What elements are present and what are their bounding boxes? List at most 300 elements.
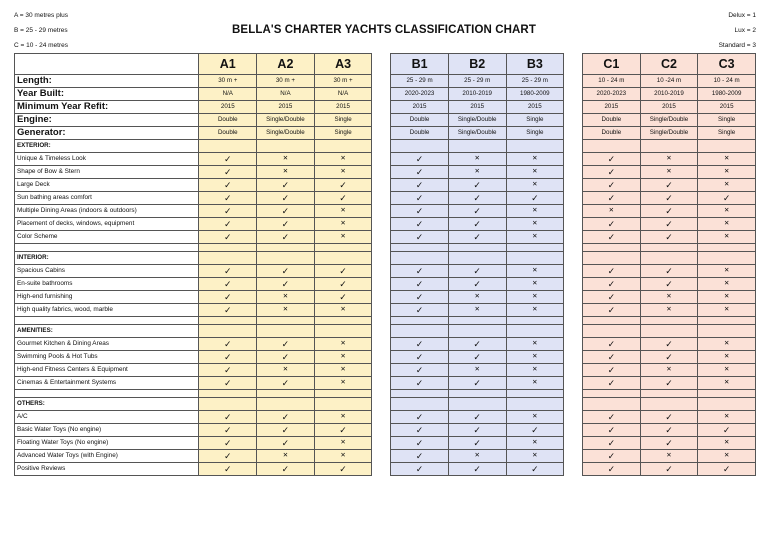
group-gap <box>372 166 391 179</box>
group-gap <box>564 325 583 338</box>
cross-mark-icon: ✕ <box>698 153 756 166</box>
check-mark-icon: ✓ <box>391 218 449 231</box>
feature-label: Placement of decks, windows, equipment <box>15 218 199 231</box>
spacer-cell <box>15 390 199 398</box>
section-title: OTHERS: <box>15 398 199 411</box>
spacer-cell <box>698 317 756 325</box>
cross-mark-icon: ✕ <box>257 153 315 166</box>
check-mark-icon: ✓ <box>257 424 315 437</box>
spec-value: 2015 <box>506 101 564 114</box>
check-mark-icon: ✓ <box>583 463 641 476</box>
check-mark-icon: ✓ <box>583 364 641 377</box>
class-header-b1: B1 <box>391 54 449 75</box>
group-gap <box>372 364 391 377</box>
cross-mark-icon: ✕ <box>698 411 756 424</box>
group-gap <box>372 304 391 317</box>
spacer-cell <box>257 390 315 398</box>
spacer-cell <box>257 244 315 252</box>
cross-mark-icon: ✕ <box>506 218 564 231</box>
cross-mark-icon: ✕ <box>314 338 372 351</box>
check-mark-icon: ✓ <box>640 205 698 218</box>
spec-value: Single <box>698 127 756 140</box>
group-gap <box>564 450 583 463</box>
feature-label: Cinemas & Entertainment Systems <box>15 377 199 390</box>
section-cell <box>391 140 449 153</box>
check-mark-icon: ✓ <box>583 338 641 351</box>
spec-value: Single <box>314 114 372 127</box>
spec-value: 10 - 24 m <box>698 75 756 88</box>
section-cell <box>640 398 698 411</box>
cross-mark-icon: ✕ <box>506 437 564 450</box>
check-mark-icon: ✓ <box>199 463 257 476</box>
check-mark-icon: ✓ <box>583 278 641 291</box>
check-mark-icon: ✓ <box>391 304 449 317</box>
classification-table <box>14 53 756 476</box>
check-mark-icon: ✓ <box>199 377 257 390</box>
group-gap <box>372 437 391 450</box>
spacer-row <box>15 244 756 252</box>
check-mark-icon: ✓ <box>199 450 257 463</box>
cross-mark-icon: ✕ <box>698 218 756 231</box>
check-mark-icon: ✓ <box>391 450 449 463</box>
feature-row <box>15 291 756 304</box>
section-cell <box>448 140 506 153</box>
check-mark-icon: ✓ <box>391 463 449 476</box>
group-gap <box>372 265 391 278</box>
cross-mark-icon: ✕ <box>698 265 756 278</box>
class-header-c2: C2 <box>640 54 698 75</box>
spec-value: 25 - 29 m <box>506 75 564 88</box>
group-gap <box>372 127 391 140</box>
group-gap <box>372 218 391 231</box>
section-cell <box>448 325 506 338</box>
check-mark-icon: ✓ <box>448 231 506 244</box>
header-corner <box>15 54 199 75</box>
class-header-a1: A1 <box>199 54 257 75</box>
spec-value: N/A <box>257 88 315 101</box>
section-cell <box>698 325 756 338</box>
feature-label: High quality fabrics, wood, marble <box>15 304 199 317</box>
group-gap <box>564 424 583 437</box>
check-mark-icon: ✓ <box>583 437 641 450</box>
check-mark-icon: ✓ <box>257 278 315 291</box>
spacer-cell <box>15 317 199 325</box>
spec-label: Engine: <box>15 114 199 127</box>
cross-mark-icon: ✕ <box>698 166 756 179</box>
feature-label: A/C <box>15 411 199 424</box>
feature-row <box>15 450 756 463</box>
cross-mark-icon: ✕ <box>506 166 564 179</box>
section-cell <box>640 325 698 338</box>
group-gap <box>564 351 583 364</box>
section-cell <box>583 252 641 265</box>
section-cell <box>698 252 756 265</box>
check-mark-icon: ✓ <box>257 218 315 231</box>
check-mark-icon: ✓ <box>199 364 257 377</box>
feature-label: Floating Water Toys (No engine) <box>15 437 199 450</box>
check-mark-icon: ✓ <box>640 265 698 278</box>
spacer-cell <box>640 390 698 398</box>
cross-mark-icon: ✕ <box>698 351 756 364</box>
check-mark-icon: ✓ <box>640 218 698 231</box>
cross-mark-icon: ✕ <box>640 304 698 317</box>
spec-value: 2015 <box>583 101 641 114</box>
spec-value: Double <box>583 114 641 127</box>
spec-row <box>15 114 756 127</box>
class-header-b2: B2 <box>448 54 506 75</box>
check-mark-icon: ✓ <box>640 424 698 437</box>
group-gap <box>564 192 583 205</box>
spacer-cell <box>698 244 756 252</box>
check-mark-icon: ✓ <box>199 205 257 218</box>
check-mark-icon: ✓ <box>640 338 698 351</box>
section-cell <box>583 140 641 153</box>
spacer-cell <box>448 317 506 325</box>
cross-mark-icon: ✕ <box>698 437 756 450</box>
section-cell <box>391 252 449 265</box>
spacer-cell <box>314 317 372 325</box>
spec-value: 2010-2019 <box>448 88 506 101</box>
spacer-row <box>15 317 756 325</box>
spec-value: Single/Double <box>448 114 506 127</box>
section-cell <box>257 140 315 153</box>
group-gap <box>564 88 583 101</box>
section-cell <box>199 140 257 153</box>
feature-label: Unique & Timeless Look <box>15 153 199 166</box>
spec-value: 2015 <box>640 101 698 114</box>
section-cell <box>257 252 315 265</box>
check-mark-icon: ✓ <box>314 179 372 192</box>
cross-mark-icon: ✕ <box>698 278 756 291</box>
cross-mark-icon: ✕ <box>698 291 756 304</box>
check-mark-icon: ✓ <box>583 351 641 364</box>
cross-mark-icon: ✕ <box>640 364 698 377</box>
cross-mark-icon: ✕ <box>640 153 698 166</box>
check-mark-icon: ✓ <box>314 424 372 437</box>
section-cell <box>257 398 315 411</box>
cross-mark-icon: ✕ <box>698 338 756 351</box>
spacer-cell <box>391 317 449 325</box>
cross-mark-icon: ✕ <box>506 153 564 166</box>
spec-value: 30 m + <box>257 75 315 88</box>
spec-value: Single/Double <box>640 127 698 140</box>
spec-value: 25 - 29 m <box>391 75 449 88</box>
group-gap <box>372 192 391 205</box>
feature-row <box>15 437 756 450</box>
feature-label: Basic Water Toys (No engine) <box>15 424 199 437</box>
group-gap <box>372 325 391 338</box>
group-gap <box>372 205 391 218</box>
spec-value: Double <box>391 114 449 127</box>
spacer-cell <box>583 390 641 398</box>
check-mark-icon: ✓ <box>391 205 449 218</box>
check-mark-icon: ✓ <box>698 192 756 205</box>
section-cell <box>257 325 315 338</box>
spacer-cell <box>391 390 449 398</box>
section-cell <box>506 398 564 411</box>
cross-mark-icon: ✕ <box>257 364 315 377</box>
spec-value: Double <box>583 127 641 140</box>
cross-mark-icon: ✕ <box>314 218 372 231</box>
group-gap <box>564 364 583 377</box>
cross-mark-icon: ✕ <box>506 231 564 244</box>
section-cell <box>506 252 564 265</box>
group-gap <box>564 101 583 114</box>
class-header-c3: C3 <box>698 54 756 75</box>
cross-mark-icon: ✕ <box>506 265 564 278</box>
check-mark-icon: ✓ <box>583 265 641 278</box>
check-mark-icon: ✓ <box>199 218 257 231</box>
check-mark-icon: ✓ <box>257 463 315 476</box>
cross-mark-icon: ✕ <box>314 304 372 317</box>
cross-mark-icon: ✕ <box>314 364 372 377</box>
cross-mark-icon: ✕ <box>506 179 564 192</box>
cross-mark-icon: ✕ <box>448 304 506 317</box>
check-mark-icon: ✓ <box>583 304 641 317</box>
check-mark-icon: ✓ <box>448 278 506 291</box>
group-gap <box>372 101 391 114</box>
spec-value: 2015 <box>257 101 315 114</box>
section-cell <box>698 398 756 411</box>
feature-label: Positive Reviews <box>15 463 199 476</box>
section-header-row <box>15 325 756 338</box>
check-mark-icon: ✓ <box>583 291 641 304</box>
cross-mark-icon: ✕ <box>314 153 372 166</box>
spacer-cell <box>314 244 372 252</box>
cross-mark-icon: ✕ <box>448 450 506 463</box>
group-gap <box>372 338 391 351</box>
section-cell <box>199 398 257 411</box>
group-gap <box>564 278 583 291</box>
check-mark-icon: ✓ <box>448 411 506 424</box>
spacer-cell <box>640 317 698 325</box>
feature-label: En-suite bathrooms <box>15 278 199 291</box>
spec-value: N/A <box>314 88 372 101</box>
cross-mark-icon: ✕ <box>314 205 372 218</box>
spec-value: Single/Double <box>448 127 506 140</box>
spacer-cell <box>448 244 506 252</box>
group-gap <box>372 450 391 463</box>
group-gap <box>372 317 391 325</box>
spec-row <box>15 75 756 88</box>
group-gap <box>564 75 583 88</box>
spec-value: Single <box>506 114 564 127</box>
feature-row <box>15 424 756 437</box>
check-mark-icon: ✓ <box>583 218 641 231</box>
check-mark-icon: ✓ <box>391 424 449 437</box>
group-gap <box>372 88 391 101</box>
cross-mark-icon: ✕ <box>640 166 698 179</box>
check-mark-icon: ✓ <box>448 463 506 476</box>
feature-row <box>15 463 756 476</box>
feature-row <box>15 278 756 291</box>
section-title: EXTERIOR: <box>15 140 199 153</box>
check-mark-icon: ✓ <box>199 351 257 364</box>
spacer-cell <box>640 244 698 252</box>
feature-row <box>15 265 756 278</box>
group-gap <box>564 291 583 304</box>
spec-row <box>15 127 756 140</box>
group-gap <box>372 424 391 437</box>
check-mark-icon: ✓ <box>314 278 372 291</box>
spec-value: 1980-2009 <box>698 88 756 101</box>
cross-mark-icon: ✕ <box>506 351 564 364</box>
group-gap <box>372 54 391 75</box>
spec-label: Generator: <box>15 127 199 140</box>
section-title: INTERIOR: <box>15 252 199 265</box>
spec-value: 2020-2023 <box>583 88 641 101</box>
group-gap <box>564 317 583 325</box>
group-gap <box>564 437 583 450</box>
feature-row <box>15 338 756 351</box>
check-mark-icon: ✓ <box>391 192 449 205</box>
section-cell <box>506 325 564 338</box>
spec-value: Single <box>506 127 564 140</box>
check-mark-icon: ✓ <box>199 278 257 291</box>
check-mark-icon: ✓ <box>314 265 372 278</box>
cross-mark-icon: ✕ <box>448 364 506 377</box>
check-mark-icon: ✓ <box>640 351 698 364</box>
section-cell <box>314 252 372 265</box>
cross-mark-icon: ✕ <box>257 166 315 179</box>
group-gap <box>564 114 583 127</box>
check-mark-icon: ✓ <box>391 278 449 291</box>
spacer-cell <box>257 317 315 325</box>
feature-label: Spacious Cabins <box>15 265 199 278</box>
spec-label: Length: <box>15 75 199 88</box>
feature-row <box>15 377 756 390</box>
check-mark-icon: ✓ <box>257 338 315 351</box>
spec-label: Minimum Year Refit: <box>15 101 199 114</box>
cross-mark-icon: ✕ <box>314 231 372 244</box>
check-mark-icon: ✓ <box>199 424 257 437</box>
feature-label: Sun bathing areas comfort <box>15 192 199 205</box>
legend-rating-2: Lux = 2 <box>734 27 756 34</box>
check-mark-icon: ✓ <box>314 463 372 476</box>
section-header-row <box>15 398 756 411</box>
group-gap <box>564 231 583 244</box>
check-mark-icon: ✓ <box>640 192 698 205</box>
cross-mark-icon: ✕ <box>448 291 506 304</box>
spacer-cell <box>199 244 257 252</box>
check-mark-icon: ✓ <box>583 450 641 463</box>
check-mark-icon: ✓ <box>199 437 257 450</box>
cross-mark-icon: ✕ <box>698 205 756 218</box>
section-cell <box>314 398 372 411</box>
section-cell <box>583 325 641 338</box>
spec-value: 2015 <box>391 101 449 114</box>
check-mark-icon: ✓ <box>199 291 257 304</box>
class-header-c1: C1 <box>583 54 641 75</box>
spacer-row <box>15 390 756 398</box>
check-mark-icon: ✓ <box>199 153 257 166</box>
cross-mark-icon: ✕ <box>448 153 506 166</box>
legend-size-c: C = 10 - 24 metres <box>14 42 69 49</box>
spec-value: Double <box>391 127 449 140</box>
check-mark-icon: ✓ <box>257 265 315 278</box>
spec-value: 25 - 29 m <box>448 75 506 88</box>
check-mark-icon: ✓ <box>448 192 506 205</box>
check-mark-icon: ✓ <box>257 437 315 450</box>
check-mark-icon: ✓ <box>391 338 449 351</box>
group-gap <box>564 252 583 265</box>
class-header-b3: B3 <box>506 54 564 75</box>
check-mark-icon: ✓ <box>199 304 257 317</box>
check-mark-icon: ✓ <box>314 192 372 205</box>
check-mark-icon: ✓ <box>583 424 641 437</box>
check-mark-icon: ✓ <box>391 265 449 278</box>
section-cell <box>448 252 506 265</box>
group-gap <box>372 291 391 304</box>
spacer-cell <box>199 317 257 325</box>
spec-value: 10 -24 m <box>640 75 698 88</box>
cross-mark-icon: ✕ <box>448 166 506 179</box>
check-mark-icon: ✓ <box>257 205 315 218</box>
section-cell <box>448 398 506 411</box>
group-gap <box>564 166 583 179</box>
group-gap <box>564 390 583 398</box>
check-mark-icon: ✓ <box>391 153 449 166</box>
group-gap <box>564 218 583 231</box>
check-mark-icon: ✓ <box>698 424 756 437</box>
check-mark-icon: ✓ <box>257 411 315 424</box>
spec-value: Single <box>314 127 372 140</box>
group-gap <box>372 463 391 476</box>
spec-value: Double <box>199 114 257 127</box>
cross-mark-icon: ✕ <box>314 437 372 450</box>
group-gap <box>372 351 391 364</box>
check-mark-icon: ✓ <box>391 351 449 364</box>
spec-value: N/A <box>199 88 257 101</box>
spacer-cell <box>391 244 449 252</box>
cross-mark-icon: ✕ <box>506 377 564 390</box>
cross-mark-icon: ✕ <box>698 377 756 390</box>
check-mark-icon: ✓ <box>698 463 756 476</box>
group-gap <box>372 244 391 252</box>
cross-mark-icon: ✕ <box>698 450 756 463</box>
spec-value: Single/Double <box>257 114 315 127</box>
spec-value: 2015 <box>314 101 372 114</box>
group-gap <box>564 304 583 317</box>
cross-mark-icon: ✕ <box>583 205 641 218</box>
check-mark-icon: ✓ <box>583 179 641 192</box>
chart-title: BELLA'S CHARTER YACHTS CLASSIFICATION CHART <box>232 24 536 36</box>
check-mark-icon: ✓ <box>257 231 315 244</box>
check-mark-icon: ✓ <box>257 377 315 390</box>
class-header-a2: A2 <box>257 54 315 75</box>
group-gap <box>372 252 391 265</box>
spacer-cell <box>698 390 756 398</box>
feature-label: High-end furnishing <box>15 291 199 304</box>
check-mark-icon: ✓ <box>257 192 315 205</box>
check-mark-icon: ✓ <box>448 179 506 192</box>
cross-mark-icon: ✕ <box>314 166 372 179</box>
class-header-a3: A3 <box>314 54 372 75</box>
group-gap <box>564 54 583 75</box>
spec-value: Single/Double <box>257 127 315 140</box>
check-mark-icon: ✓ <box>199 166 257 179</box>
cross-mark-icon: ✕ <box>314 377 372 390</box>
cross-mark-icon: ✕ <box>506 364 564 377</box>
group-gap <box>372 411 391 424</box>
class-header-row <box>15 54 756 75</box>
group-gap <box>372 398 391 411</box>
spacer-cell <box>583 244 641 252</box>
spacer-cell <box>506 317 564 325</box>
cross-mark-icon: ✕ <box>698 179 756 192</box>
legend-size-b: B = 25 - 29 metres <box>14 27 68 34</box>
check-mark-icon: ✓ <box>391 179 449 192</box>
